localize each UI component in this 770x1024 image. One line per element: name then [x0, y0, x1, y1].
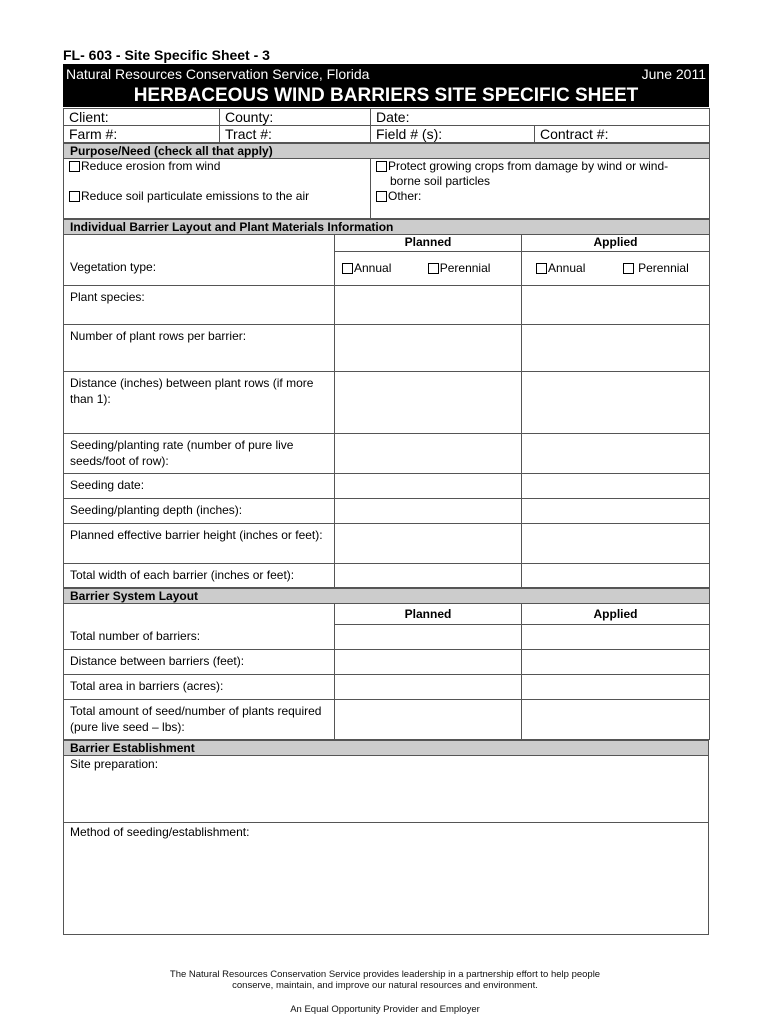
barrier-distance-applied[interactable] — [522, 649, 710, 674]
plant-rows-applied[interactable] — [522, 324, 710, 371]
barrier-area-applied[interactable] — [522, 674, 710, 699]
footer-line-1: The Natural Resources Conservation Service provides leadership in a partnership effort to help people — [169, 969, 601, 980]
barrier-distance-planned[interactable] — [335, 649, 522, 674]
vegetation-planned — [335, 251, 522, 285]
seeding-date-planned[interactable] — [335, 473, 522, 498]
contract-field[interactable]: Contract #: — [535, 126, 710, 143]
purpose-option-other[interactable]: Other: — [371, 189, 710, 219]
planned-annual[interactable]: Annual — [342, 261, 391, 275]
checkbox-planned-annual[interactable] — [342, 263, 353, 274]
info-table — [63, 108, 710, 143]
barrier-height-applied[interactable] — [522, 523, 710, 563]
system-layout-table — [63, 588, 710, 740]
form-code: FL- 603 - Site Specific Sheet - 3 — [63, 47, 270, 63]
plant-species-applied[interactable] — [522, 285, 710, 324]
purpose-table — [63, 143, 710, 219]
plant-materials-table — [63, 219, 710, 588]
layout-heading: Individual Barrier Layout and Plant Materials Information — [64, 220, 710, 235]
row-distance-applied[interactable] — [522, 371, 710, 433]
plant-species-label: Plant species: — [64, 285, 335, 324]
row-distance-planned[interactable] — [335, 371, 522, 433]
form-page — [63, 46, 709, 935]
checkbox-planned-perennial[interactable] — [428, 263, 439, 274]
footer-eeo: An Equal Opportunity Provider and Employer — [290, 1004, 480, 1015]
checkbox-applied-perennial[interactable] — [623, 263, 634, 274]
field-number-field[interactable]: Field # (s): — [371, 126, 535, 143]
seeding-rate-label: Seeding/planting rate (number of pure live seeds/foot of row): — [64, 433, 335, 473]
barrier-area-label: Total area in barriers (acres): — [64, 674, 335, 699]
site-preparation-label: Site preparation: — [70, 756, 159, 771]
checkbox-erosion[interactable] — [69, 161, 80, 172]
seeding-method-field[interactable] — [64, 822, 709, 934]
client-field[interactable]: Client: — [64, 109, 220, 126]
seeding-method-label: Method of seeding/establishment: — [70, 824, 250, 839]
barrier-height-label: Planned effective barrier height (inches or feet): — [64, 523, 335, 563]
plant-rows-label: Number of plant rows per barrier: — [64, 324, 335, 371]
farm-field[interactable]: Farm #: — [64, 126, 220, 143]
plant-species-planned[interactable] — [335, 285, 522, 324]
barrier-distance-label: Distance between barriers (feet): — [64, 649, 335, 674]
checkbox-applied-annual[interactable] — [536, 263, 547, 274]
applied-perennial[interactable]: Perennial — [623, 261, 689, 275]
agency-name: Natural Resources Conservation Service, Florida — [66, 66, 370, 82]
barrier-width-applied[interactable] — [522, 563, 710, 587]
date-field[interactable]: Date: — [371, 109, 710, 126]
seeding-date-applied[interactable] — [522, 473, 710, 498]
form-date: June 2011 — [641, 66, 706, 82]
purpose-heading: Purpose/Need (check all that apply) — [64, 144, 710, 159]
page-title: HERBACEOUS WIND BARRIERS SITE SPECIFIC SHEET — [63, 84, 709, 108]
establishment-table — [63, 740, 709, 935]
site-preparation-field[interactable] — [64, 755, 709, 822]
barrier-count-applied[interactable] — [522, 625, 710, 650]
seed-amount-planned[interactable] — [335, 699, 522, 739]
barrier-width-planned[interactable] — [335, 563, 522, 587]
plant-rows-planned[interactable] — [335, 324, 522, 371]
planned-perennial[interactable]: Perennial — [428, 261, 491, 275]
purpose-option-erosion[interactable]: Reduce erosion from wind — [64, 159, 371, 190]
tract-field[interactable]: Tract #: — [220, 126, 371, 143]
system-applied-header: Applied — [522, 603, 710, 625]
footer-line-2: conserve, maintain, and improve our natural resources and environment. — [232, 980, 538, 991]
applied-annual[interactable]: Annual — [536, 261, 585, 275]
checkbox-crops[interactable] — [376, 161, 387, 172]
checkbox-other[interactable] — [376, 191, 387, 202]
checkbox-emissions[interactable] — [69, 191, 80, 202]
vegetation-type-label: Vegetation type: — [64, 251, 335, 285]
planting-depth-planned[interactable] — [335, 498, 522, 523]
seed-amount-label: Total amount of seed/number of plants required (pure live seed – lbs): — [64, 699, 335, 739]
seeding-date-label: Seeding date: — [64, 473, 335, 498]
county-field[interactable]: County: — [220, 109, 371, 126]
footer-mission — [0, 969, 770, 991]
vegetation-applied — [522, 251, 710, 285]
barrier-height-planned[interactable] — [335, 523, 522, 563]
barrier-count-label: Total number of barriers: — [64, 625, 335, 650]
system-planned-header: Planned — [335, 603, 522, 625]
barrier-area-planned[interactable] — [335, 674, 522, 699]
layout-applied-header: Applied — [522, 235, 710, 252]
barrier-width-label: Total width of each barrier (inches or feet): — [64, 563, 335, 587]
planting-depth-applied[interactable] — [522, 498, 710, 523]
establishment-heading: Barrier Establishment — [64, 740, 709, 755]
row-distance-label: Distance (inches) between plant rows (if more than 1): — [64, 371, 335, 433]
purpose-option-crops[interactable]: Protect growing crops from damage by wind or wind- borne soil particles — [371, 159, 710, 190]
seed-amount-applied[interactable] — [522, 699, 710, 739]
layout-planned-header: Planned — [335, 235, 522, 252]
seeding-rate-planned[interactable] — [335, 433, 522, 473]
agency-bar — [63, 64, 709, 84]
planting-depth-label: Seeding/planting depth (inches): — [64, 498, 335, 523]
purpose-option-emissions[interactable]: Reduce soil particulate emissions to the air — [64, 189, 371, 219]
barrier-count-planned[interactable] — [335, 625, 522, 650]
system-heading: Barrier System Layout — [64, 588, 710, 603]
seeding-rate-applied[interactable] — [522, 433, 710, 473]
